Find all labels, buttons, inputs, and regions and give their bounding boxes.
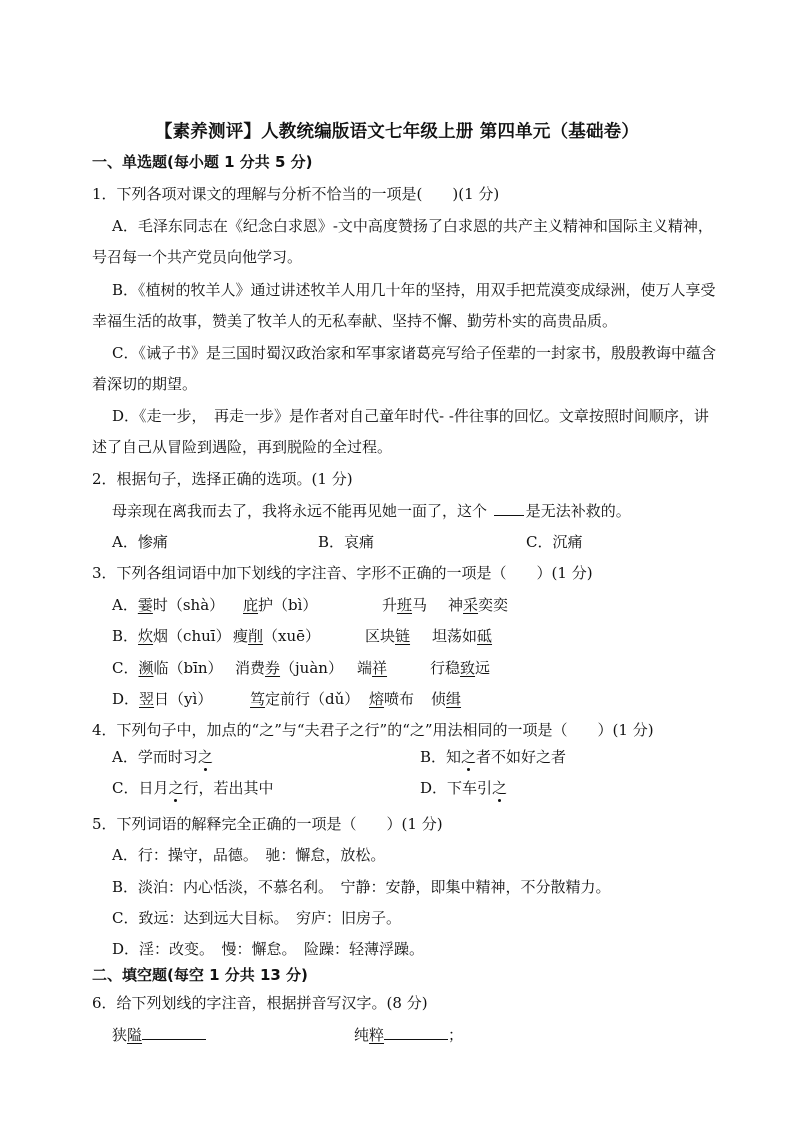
q3-d-word3: 熔喷布 (369, 690, 415, 708)
q1-option-a-line2: 号召每一个共产党员向他学习。 (92, 248, 303, 266)
q3-a-word4: 神采奕奕 (448, 596, 509, 614)
q3-c-word3: 端祥 (357, 659, 388, 677)
q2-stem: 2．根据句子，选择正确的选项。(1 分) (92, 470, 353, 488)
q3-c-word2: 消费券（juàn） (235, 659, 343, 677)
q5-option-d: D．淫：改变。 慢：懈怠。 险躁：轻薄浮躁。 (112, 940, 425, 958)
q3-b-word2: 瘦削（xuē） (233, 627, 321, 645)
q4-a-dotted-char: 之 (197, 748, 213, 766)
q4-option-c: C．日月之行，若出其中 (112, 779, 274, 797)
q4-d-dotted-char: 之 (492, 779, 508, 797)
q6-item-2: 纯粹 ； (354, 1023, 463, 1046)
q3-a-word3: 升班马 (382, 596, 428, 614)
q2-option-c: C．沉痛 (526, 533, 583, 551)
q3-c-word1: C．濒临（bīn） (112, 659, 223, 677)
q3-b-word3: 区块链 (365, 627, 411, 645)
q3-d-word4: 侦缉 (431, 690, 462, 708)
q1-option-c-line1: C．《诫子书》是三国时蜀汉政治家和军事家诸葛亮写给子侄辈的一封家书，殷殷教诲中蕴含 (112, 344, 716, 362)
q3-b-word4: 坦荡如砥 (432, 627, 493, 645)
q4-stem: 4．下列句子中，加点的“之”与“夫君子之行”的“之”用法相同的一项是（ ）(1 分) (92, 721, 654, 739)
q6-stem: 6．给下列划线的字注音，根据拼音写汉字。(8 分) (92, 994, 428, 1012)
q1-option-a-line1: A．毛泽东同志在《纪念白求恩》-文中高度赞扬了白求恩的共产主义精神和国际主义精神， (112, 217, 713, 235)
q5-option-b: B．淡泊：内心恬淡，不慕名利。 宁静：安静，即集中精神，不分散精力。 (112, 878, 611, 896)
q2-option-b: B．哀痛 (318, 533, 375, 551)
q6-item-1-blank[interactable] (142, 1023, 206, 1040)
q1-option-d-line2: 述了自己从冒险到遇险，再到脱险的全过程。 (92, 438, 393, 456)
q2-sentence-after: 是无法补救的。 (525, 502, 631, 520)
q4-option-b: B．知之者不如好之者 (420, 748, 567, 766)
q3-d-word2: 笃定前行（dǔ） (250, 690, 360, 708)
q3-a-word1: A．霎时（shà） (112, 596, 225, 614)
q4-b-dotted-char: 之 (461, 748, 477, 766)
q6-item-2-blank[interactable] (384, 1023, 448, 1040)
q1-option-c-line2: 着深切的期望。 (92, 375, 198, 393)
q2-sentence-before: 母亲现在离我而去了，我将永远不能再见她一面了，这个 (112, 502, 488, 520)
q5-option-a: A．行：操守，品德。 驰：懈怠，放松。 (112, 846, 386, 864)
q4-c-dotted-char: 之 (168, 779, 184, 797)
q2-option-a: A．惨痛 (112, 533, 168, 551)
q6-item-1: 狭隘 (112, 1023, 206, 1046)
q5-option-c: C．致远：达到远大目标。 穷庐：旧房子。 (112, 909, 401, 927)
q2-answer-blank[interactable] (494, 499, 524, 516)
q1-stem: 1．下列各项对课文的理解与分析不恰当的一项是( )(1 分) (92, 185, 500, 203)
q1-option-b-line1: B．《植树的牧羊人》通过讲述牧羊人用几十年的坚持，用双手把荒漠变成绿洲，使万人享受 (112, 281, 716, 299)
q3-c-word4: 行稳致远 (430, 659, 491, 677)
q5-stem: 5．下列词语的解释完全正确的一项是（ ）(1 分) (92, 815, 443, 833)
q1-option-b-line2: 幸福生活的故事，赞美了牧羊人的无私奉献、坚持不懈、勤劳朴实的高贵品质。 (92, 312, 618, 330)
q4-option-d: D．下车引之 (420, 779, 508, 797)
q3-stem: 3．下列各组词语中加下划线的字注音、字形不正确的一项是（ ）(1 分) (92, 564, 593, 582)
exam-title: 【素养测评】人教统编版语文七年级上册 第四单元（基础卷） (154, 122, 640, 142)
section-2-heading: 二、填空题(每空 1 分共 13 分) (92, 966, 308, 984)
q3-b-word1: B．炊烟（chuī） (112, 627, 231, 645)
q2-sentence (112, 499, 631, 522)
q4-option-a: A．学而时习之 (112, 748, 213, 766)
q3-d-word1: D．翌日（yì） (112, 690, 213, 708)
section-1-heading: 一、单选题(每小题 1 分共 5 分) (92, 153, 313, 171)
q1-option-d-line1: D．《走一步， 再走一步》是作者对自己童年时代- -件往事的回忆。文章按照时间顺序，讲 (112, 407, 709, 425)
q3-a-word2: 庇护（bì） (243, 596, 318, 614)
